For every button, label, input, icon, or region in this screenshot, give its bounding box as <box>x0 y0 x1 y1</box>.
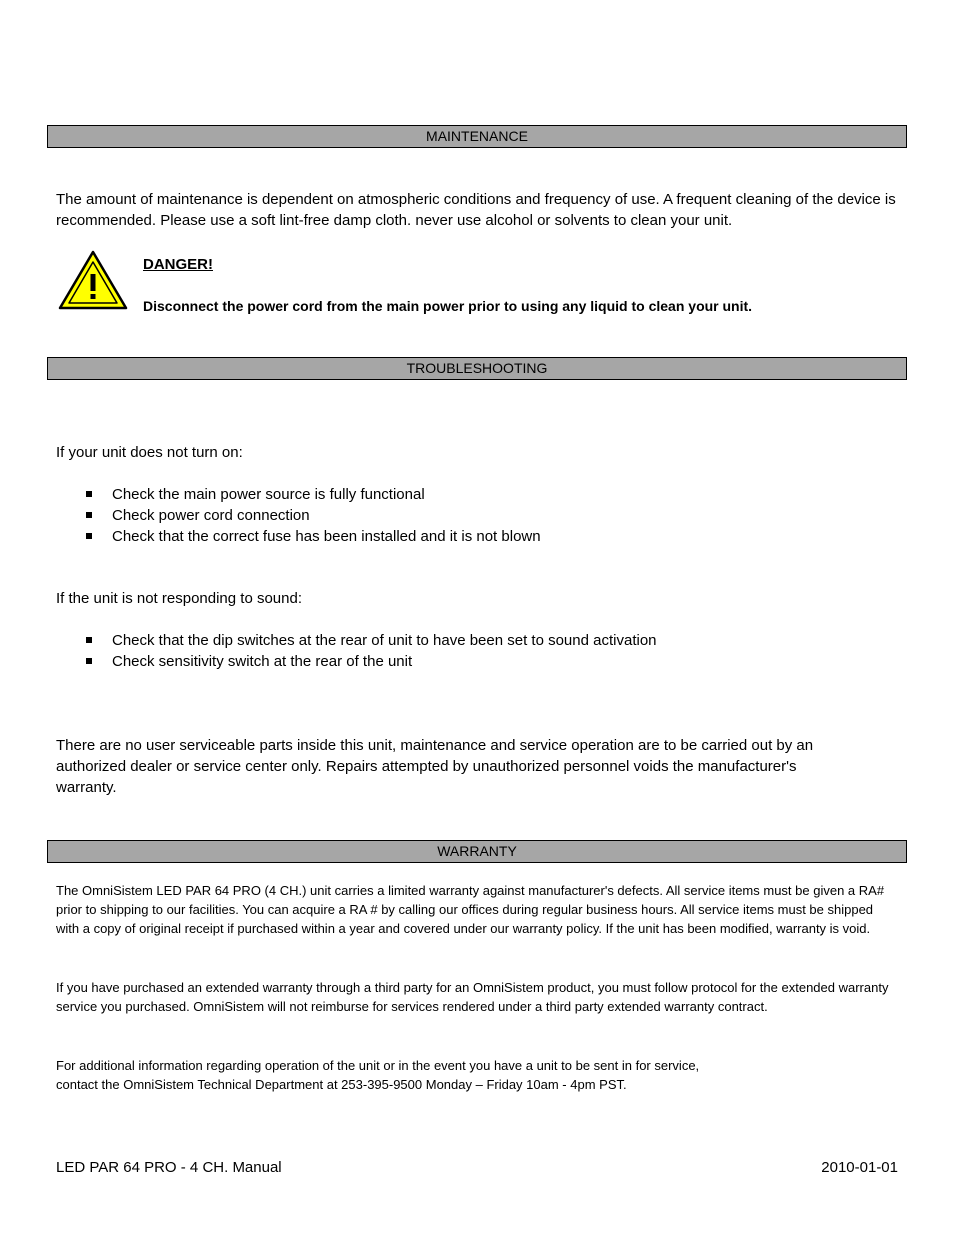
list-item: Check that the dip switches at the rear of unit to have been set to sound activation <box>56 630 906 651</box>
list-item: Check that the correct fuse has been installed and it is not blown <box>56 526 906 547</box>
no-power-list <box>56 484 906 547</box>
troubleshooting-heading: TROUBLESHOOTING <box>47 357 907 380</box>
list-item: Check sensitivity switch at the rear of the unit <box>56 651 906 672</box>
warranty-heading: WARRANTY <box>47 840 907 863</box>
warranty-para-1: The OmniSistem LED PAR 64 PRO (4 CH.) unit carries a limited warranty against manufacturer's defects. All service items must be given a RA# prior to shipping to our facilities. You can acquire a RA # by calling our offices during regular business hours. All service items must be shipped with a copy of original receipt if purchased within a year and covered under our warranty policy. If the unit has been modified, warranty is void. <box>56 883 885 936</box>
maintenance-body: The amount of maintenance is dependent on atmospheric conditions and frequency of use. A frequent cleaning of the device is recommended. Please use a soft lint-free damp cloth. never use alcohol or solvents to clean your unit. <box>56 191 896 229</box>
danger-title: DANGER! <box>143 256 213 273</box>
danger-text: Disconnect the power cord from the main power prior to using any liquid to clean your unit. <box>143 298 753 314</box>
warranty-para-3-line-1: For additional information regarding operation of the unit or in the event you have a unit to be sent in for service, <box>56 1058 700 1073</box>
footer-title: LED PAR 64 PRO - 4 CH. Manual <box>56 1159 282 1176</box>
no-sound-intro: If the unit is not responding to sound: <box>56 590 302 607</box>
no-sound-list <box>56 630 906 672</box>
service-note: There are no user serviceable parts inside this unit, maintenance and service operation are to be carried out by an authorized dealer or service center only. Repairs attempted by unauthorized personnel voids the manufacturer's warranty. <box>56 737 814 796</box>
list-item: Check the main power source is fully functional <box>56 484 906 505</box>
no-power-intro: If your unit does not turn on: <box>56 444 243 461</box>
list-item: Check power cord connection <box>56 505 906 526</box>
warranty-para-2: If you have purchased an extended warranty through a third party for an OmniSistem product, you must follow protocol for the extended warranty service you purchased. OmniSistem will not reimburse for services rendered under a third party extended warranty contract. <box>56 980 889 1014</box>
footer-date: 2010-01-01 <box>821 1159 898 1176</box>
warning-triangle-icon <box>58 250 128 312</box>
warranty-para-3-line-2: contact the OmniSistem Technical Department at 253-395-9500 Monday – Friday 10am - 4pm PST. <box>56 1077 627 1092</box>
maintenance-heading: MAINTENANCE <box>47 125 907 148</box>
